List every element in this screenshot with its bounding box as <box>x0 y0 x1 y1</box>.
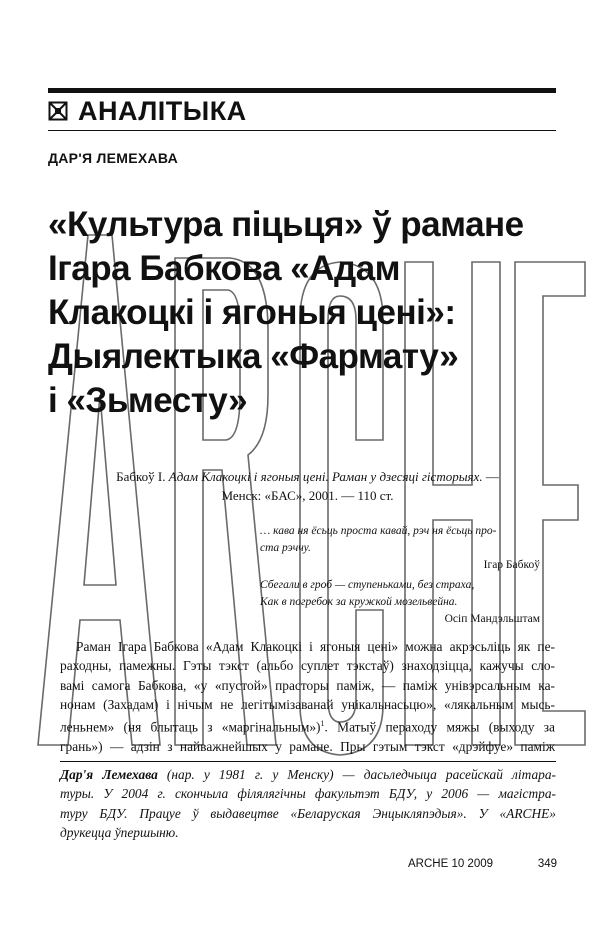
epigraph-source: Осіп Мандэльштам <box>444 613 540 625</box>
note-line: друкецца ўпершыню. <box>60 825 179 841</box>
body-line: леньнем» (ня блытаць з «маргінальным»)$^1$. Матыў пераходу мяжы (выходу за <box>60 719 555 735</box>
section-header <box>48 96 247 126</box>
section-rule <box>48 130 556 131</box>
epigraph <box>260 577 540 628</box>
footnote-marker[interactable]: 1 <box>320 719 325 729</box>
author-note <box>60 765 556 843</box>
epigraph-line: Как в погребок за кружкой мозельвейна. <box>260 596 458 608</box>
page-number: 349 <box>537 858 557 870</box>
note-line: туру БДУ. Працуе ў выдавецтве «Беларуская Энцыкляпэдыя». У «ARCHE» <box>60 805 556 821</box>
biblio-imprint: Менск: «БАС», 2001. — 110 ст. <box>221 488 394 503</box>
epigraph <box>260 523 540 574</box>
biblio-dash: — <box>485 469 499 484</box>
header-rule <box>48 88 556 93</box>
author-note-rule <box>60 761 556 762</box>
section-title: АНАЛІТЫКА <box>78 95 247 126</box>
title-line: Дыялектыка «Фармату» <box>48 337 459 376</box>
note-line: туры. У 2004 г. скончыла філялягічны факультэт БДУ, у 2006 — магістра- <box>60 786 556 802</box>
biblio-author: Бабкоў І. <box>116 469 166 484</box>
body-line: вамі самога Бабкова, «у «пустой» прасторы паміж, — паміж унівэрсальным ка- <box>60 677 555 693</box>
body-line: Раман Ігара Бабкова «Адам Клакоцкі і ягоныя цені» можна акрэсьліць як пе- <box>76 639 555 654</box>
body-line: нонам (Захадам) і нічым не легітымізаванай унікальнасьцю», «лякальным мысь- <box>60 696 555 712</box>
body-line: раходны, памежны. Гэты тэкст (альбо суплет тэкстаў) знаходзіцца, кажучы сло- <box>60 658 555 674</box>
title-line: Ігара Бабкова «Адам <box>48 249 401 288</box>
journal-issue: ARCHE 10 2009 <box>408 858 494 870</box>
note-author-name: Дар'я Лемехава <box>60 767 158 782</box>
title-line: і «Зьместу» <box>48 381 248 420</box>
epigraph-line: стa рэччу. <box>260 542 311 554</box>
title-line: «Культура піцьця» ў рамане <box>48 205 524 244</box>
article-title <box>48 203 568 423</box>
body-line: грань») — адзін з найважнейшых у рамане. Пры гэтым тэкст «дрэйфуе» паміж <box>60 738 555 754</box>
epigraph-line: … кава ня ёсьць проста кавай, рэч ня ёсьць про- <box>260 525 497 537</box>
biblio-work: Адам Клакоцкі і ягоныя цені. Раман у дзесяці гісторыях. <box>168 469 483 484</box>
square-ornament-icon <box>48 101 68 121</box>
note-line: Дар'я Лемехава (нар. у 1981 г. у Менску) — дасьледчыца расейскай літара- <box>60 767 556 782</box>
epigraph-line: Сбегали в гроб — ступеньками, без страха, <box>260 579 475 591</box>
title-line: Клакоцкі і ягоныя цені»: <box>48 293 456 332</box>
article-author: ДАР'Я ЛЕМЕХАВА <box>48 150 179 166</box>
bibliographic-reference <box>60 467 555 505</box>
epigraph-source: Ігар Бабкоў <box>483 559 540 571</box>
body-paragraph <box>60 637 555 756</box>
